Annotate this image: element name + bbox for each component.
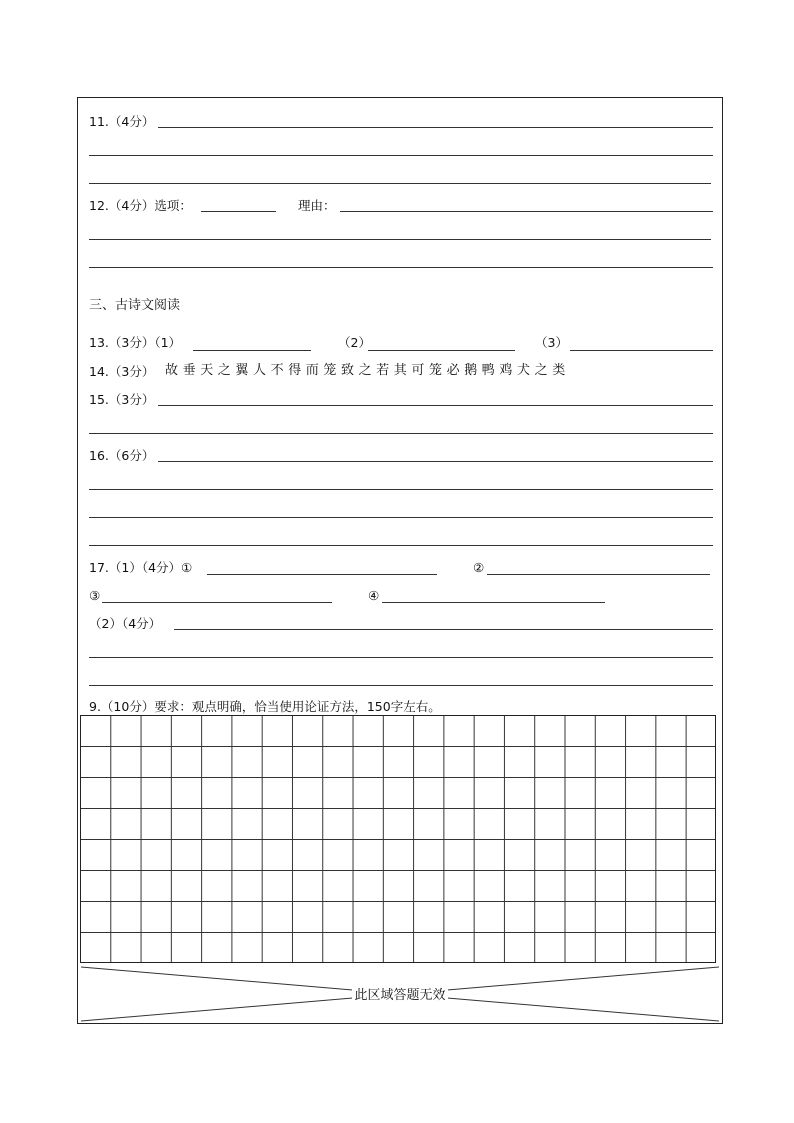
q11-answer-line-2[interactable] xyxy=(89,155,713,156)
q13-blank-1[interactable] xyxy=(193,350,311,351)
section-title: 三、古诗文阅读 xyxy=(89,298,181,313)
q15-label: 15.（3分） xyxy=(89,392,155,407)
invalid-answer-zone xyxy=(80,966,720,1022)
q17-blank-4[interactable] xyxy=(382,602,605,603)
q16-label: 16.（6分） xyxy=(89,448,155,463)
q16-answer-line-4[interactable] xyxy=(89,545,713,546)
q11-answer-line-1[interactable] xyxy=(158,127,713,128)
q12-reason-line-1[interactable] xyxy=(340,211,713,212)
q17-blank-2[interactable] xyxy=(487,574,710,575)
q17-c3-label: ③ xyxy=(89,588,101,603)
q17-part2-line-1[interactable] xyxy=(174,629,713,630)
q12-reason-label: 理由： xyxy=(298,198,336,213)
q14-passage[interactable]: 故垂天之翼人不得而笼致之若其可笼必鹅鸭鸡犬之类 xyxy=(165,363,570,378)
q17-label: 17.（1）（4分）① xyxy=(89,560,193,575)
q17-blank-1[interactable] xyxy=(207,574,437,575)
q12-reason-line-2[interactable] xyxy=(89,239,711,240)
q17-blank-3[interactable] xyxy=(102,602,332,603)
q17-part2-line-3[interactable] xyxy=(89,685,713,686)
invalid-zone-label: 此区域答题无效 xyxy=(354,988,446,1003)
q13-label: 13.（3分）（1） xyxy=(89,335,182,350)
q14-label: 14.（3分） xyxy=(89,364,155,379)
q16-answer-line-2[interactable] xyxy=(89,489,713,490)
q13-part2-label: （2） xyxy=(338,335,371,350)
q13-blank-3[interactable] xyxy=(570,350,713,351)
q17-c2-label: ② xyxy=(473,560,485,575)
q11-label: 11.（4分） xyxy=(89,114,155,129)
q15-answer-line-2[interactable] xyxy=(89,433,713,434)
q13-part3-label: （3） xyxy=(535,335,568,350)
q16-answer-line-3[interactable] xyxy=(89,517,713,518)
q13-blank-2[interactable] xyxy=(368,350,515,351)
q16-answer-line-1[interactable] xyxy=(158,461,713,462)
q17-part2-line-2[interactable] xyxy=(89,657,713,658)
q11-answer-line-3[interactable] xyxy=(89,183,711,184)
q12-label: 12.（4分）选项： xyxy=(89,198,192,213)
q15-answer-line-1[interactable] xyxy=(158,405,713,406)
q17-part2-label: （2）（4分） xyxy=(89,616,162,631)
essay-writing-grid[interactable] xyxy=(80,715,716,963)
q12-choice-line[interactable] xyxy=(201,211,276,212)
q12-reason-line-3[interactable] xyxy=(89,267,713,268)
q17-c4-label: ④ xyxy=(368,588,380,603)
q9-label: 9.（10分）要求：观点明确，恰当使用论证方法，150字左右。 xyxy=(89,699,441,714)
